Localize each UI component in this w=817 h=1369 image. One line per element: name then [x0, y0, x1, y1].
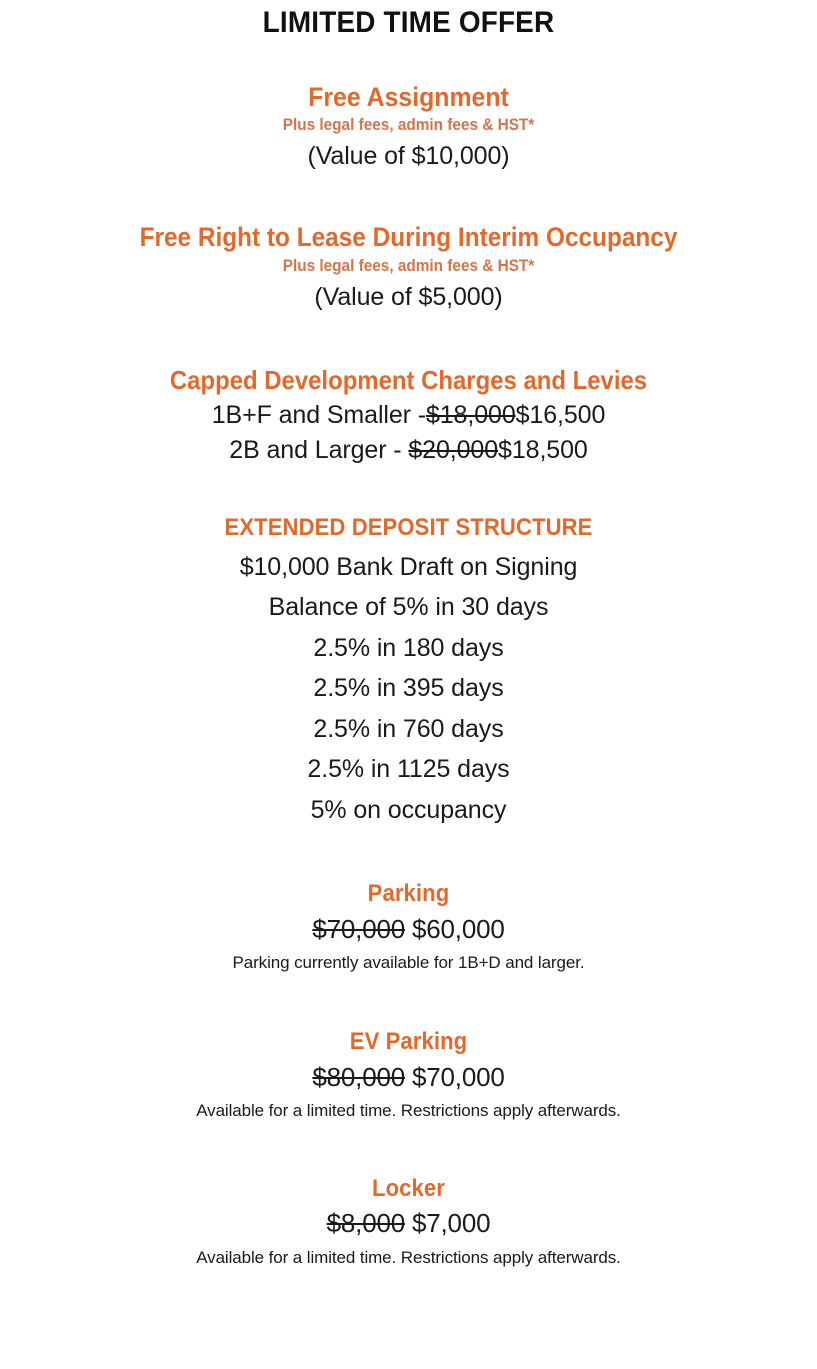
offer-value-free-right-to-lease: (Value of $5,000) [314, 282, 503, 311]
extra-price-row-parking [0, 914, 817, 945]
offer-heading-free-assignment: Free Assignment [308, 82, 509, 112]
capped-charge-new-price-1: $16,500 [515, 400, 606, 429]
extra-locker [0, 1176, 817, 1268]
offer-heading-free-right-to-lease: Free Right to Lease During Interim Occupancy [139, 222, 678, 253]
extra-old-price-ev-parking: $80,000 [312, 1062, 405, 1093]
offer-free-right-to-lease [0, 223, 817, 311]
deposit-line: 2.5% in 1125 days [307, 755, 510, 784]
capped-charge-row-2 [0, 435, 817, 465]
extra-heading-locker: Locker [372, 1174, 445, 1202]
deposit-line: 2.5% in 395 days [313, 674, 504, 703]
capped-charge-label-2: 2B and Larger - [229, 435, 409, 464]
extra-caption-ev-parking: Available for a limited time. Restrictions apply afterwards. [196, 1101, 621, 1121]
extra-new-price-locker: $7,000 [412, 1208, 491, 1239]
deposit-structure-heading: EXTENDED DEPOSIT STRUCTURE [224, 513, 593, 541]
extra-price-row-ev-parking [0, 1062, 817, 1093]
deposit-line: Balance of 5% in 30 days [268, 593, 549, 622]
deposit-line: 5% on occupancy [310, 795, 507, 824]
extended-deposit-structure [0, 515, 817, 825]
capped-charge-old-price-1: $18,000 [425, 400, 516, 429]
extra-caption-locker: Available for a limited time. Restrictions apply afterwards. [196, 1247, 621, 1267]
capped-charge-old-price-2: $20,000 [408, 435, 499, 464]
extra-parking [0, 881, 817, 973]
capped-charge-new-price-2: $18,500 [498, 435, 588, 464]
offer-value-free-assignment: (Value of $10,000) [307, 142, 510, 171]
deposit-line: 2.5% in 760 days [313, 714, 504, 743]
capped-charge-row-1 [0, 400, 817, 430]
offer-free-assignment [0, 82, 817, 171]
extra-caption-parking: Parking currently available for 1B+D and larger. [232, 953, 585, 973]
extra-ev-parking [0, 1029, 817, 1121]
deposit-line: 2.5% in 180 days [313, 633, 504, 662]
page-title: LIMITED TIME OFFER [262, 6, 555, 39]
extra-old-price-parking: $70,000 [312, 913, 405, 944]
extra-new-price-parking: $60,000 [412, 913, 505, 944]
extra-new-price-ev-parking: $70,000 [412, 1062, 505, 1093]
offer-subnote-free-assignment: Plus legal fees, admin fees & HST* [282, 116, 535, 135]
capped-charge-label-1: 1B+F and Smaller - [211, 400, 426, 429]
extra-heading-parking: Parking [367, 879, 450, 907]
capped-development-charges [0, 366, 817, 465]
capped-charges-heading: Capped Development Charges and Levies [169, 364, 648, 395]
extra-old-price-locker: $8,000 [326, 1208, 405, 1239]
deposit-line: $10,000 Bank Draft on Signing [239, 552, 578, 581]
extra-heading-ev-parking: EV Parking [349, 1028, 468, 1056]
extra-price-row-locker [0, 1208, 817, 1239]
offer-subnote-free-right-to-lease: Plus legal fees, admin fees & HST* [282, 256, 535, 275]
